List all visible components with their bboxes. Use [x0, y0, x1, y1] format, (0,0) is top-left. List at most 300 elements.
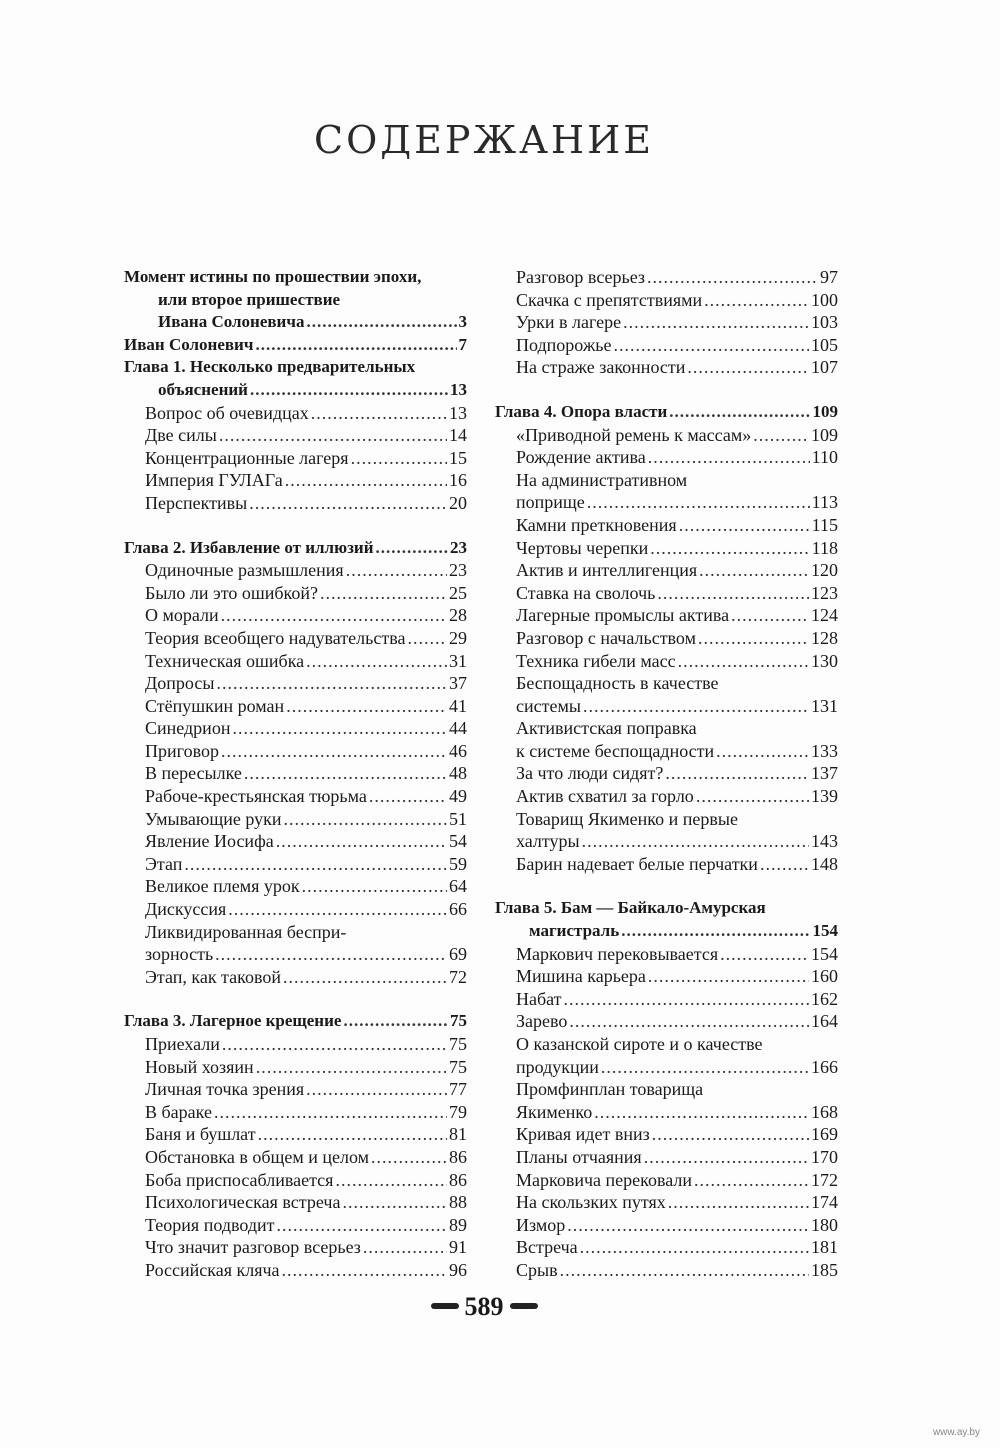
toc-section-entry[interactable] — [124, 469, 467, 492]
dot-leader — [306, 650, 447, 673]
toc-line — [124, 1259, 467, 1282]
toc-line — [495, 401, 838, 424]
toc-entry-text: Актив и интеллигенция — [516, 560, 698, 581]
toc-line — [495, 356, 838, 379]
toc-entry-text: На скользких путях — [516, 1192, 666, 1213]
toc-section-entry[interactable] — [124, 559, 467, 582]
toc-line — [124, 1191, 467, 1214]
toc-section-entry[interactable] — [495, 988, 838, 1011]
toc-line — [495, 1191, 838, 1214]
section-gap — [124, 515, 467, 537]
toc-entry-text: Было ли это ошибкой? — [145, 582, 318, 603]
toc-entry-text: Приговор — [145, 740, 219, 761]
toc-line — [495, 650, 838, 673]
toc-page-number: 31 — [449, 650, 467, 671]
toc-entry-text: Дискуссия — [145, 899, 227, 920]
toc-page-number: 75 — [449, 1056, 467, 1077]
toc-page-number: 7 — [458, 334, 467, 354]
dot-leader — [249, 492, 447, 515]
toc-entry-text: За что люди сидят? — [516, 763, 664, 784]
toc-chapter-entry[interactable] — [124, 1010, 467, 1033]
toc-section-entry[interactable] — [124, 762, 467, 785]
toc-line — [124, 943, 467, 966]
toc-line — [495, 469, 838, 492]
toc-page-number: 23 — [450, 537, 467, 557]
toc-section-entry[interactable] — [124, 672, 467, 695]
toc-entry-text: Этап, как таковой — [145, 966, 281, 987]
toc-entry-text: Что значит разговор всерьез — [145, 1237, 361, 1258]
dot-leader — [648, 446, 810, 469]
toc-section-entry[interactable] — [124, 830, 467, 853]
toc-page-number: 79 — [449, 1101, 467, 1122]
toc-line — [495, 1146, 838, 1169]
dot-leader — [228, 898, 447, 921]
toc-page-number: 29 — [449, 627, 467, 648]
dot-leader — [277, 1214, 448, 1237]
toc-line — [495, 943, 838, 966]
toc-entry-text: Зарево — [516, 1011, 568, 1032]
toc-page-number: 115 — [811, 514, 838, 535]
toc-line — [124, 898, 467, 921]
toc-section-entry[interactable] — [495, 943, 838, 966]
dot-leader — [216, 672, 447, 695]
toc-entry-text: зорность — [145, 944, 214, 965]
toc-entry-text: Встреча — [516, 1237, 578, 1258]
toc-section-entry[interactable] — [495, 1214, 838, 1237]
toc-section-entry[interactable] — [124, 1236, 467, 1259]
toc-section-entry[interactable] — [124, 785, 467, 808]
section-gap — [124, 988, 467, 1010]
toc-line — [495, 537, 838, 560]
toc-line — [124, 1169, 467, 1192]
toc-page-number: 100 — [811, 289, 838, 310]
toc-entry-text: Активистская поправка — [516, 718, 697, 739]
dot-leader — [716, 740, 809, 763]
toc-section-entry[interactable] — [495, 604, 838, 627]
section-gap — [495, 379, 838, 401]
toc-page-number: 185 — [811, 1259, 838, 1280]
toc-entry-text: В пересылке — [145, 763, 242, 784]
toc-line — [124, 447, 467, 470]
toc-line — [124, 717, 467, 740]
dot-leader — [623, 311, 809, 334]
toc-entry-text: О морали — [145, 605, 219, 626]
dot-leader — [679, 514, 810, 537]
toc-line — [124, 469, 467, 492]
toc-page-number: 46 — [449, 740, 467, 761]
toc-section-entry[interactable] — [124, 1123, 467, 1146]
toc-line — [495, 853, 838, 876]
toc-page-number: 49 — [449, 786, 467, 807]
toc-section-entry[interactable] — [495, 1259, 838, 1282]
dot-leader — [255, 334, 456, 357]
toc-line — [495, 1056, 838, 1079]
toc-entry-text: Актив схватил за горло — [516, 786, 694, 807]
toc-line — [495, 266, 838, 289]
dot-leader — [221, 740, 447, 763]
toc-line — [495, 1033, 838, 1056]
dot-leader — [564, 988, 809, 1011]
toc-line — [124, 830, 467, 853]
toc-section-entry[interactable] — [124, 875, 467, 898]
toc-section-entry[interactable] — [124, 966, 467, 989]
dot-leader — [582, 830, 809, 853]
toc-line — [495, 1010, 838, 1033]
section-gap — [495, 875, 838, 897]
toc-line — [124, 311, 467, 334]
toc-column-right — [495, 266, 838, 1282]
toc-entry-text: Новый хозяин — [145, 1056, 254, 1077]
toc-chapter-entry[interactable] — [495, 401, 838, 424]
dot-leader — [753, 424, 809, 447]
toc-section-entry[interactable] — [124, 424, 467, 447]
toc-line — [495, 785, 838, 808]
toc-section-entry[interactable] — [124, 740, 467, 763]
toc-page-number: 128 — [811, 627, 838, 648]
toc-chapter-entry[interactable] — [495, 897, 838, 942]
toc-entry-text: Набат — [516, 988, 562, 1009]
toc-section-entry[interactable] — [124, 402, 467, 425]
toc-line — [124, 672, 467, 695]
dot-leader — [669, 401, 810, 424]
dot-leader — [648, 965, 809, 988]
toc-line — [495, 1169, 838, 1192]
dot-leader — [583, 695, 809, 718]
toc-section-entry[interactable] — [495, 537, 838, 560]
toc-line — [124, 627, 467, 650]
toc-entry-text: Ставка на сволочь — [516, 582, 656, 603]
toc-section-entry[interactable] — [495, 1191, 838, 1214]
toc-line — [124, 966, 467, 989]
dot-leader — [342, 1191, 447, 1214]
toc-page-number: 88 — [449, 1192, 467, 1213]
toc-entry-text: продукции — [516, 1056, 599, 1077]
toc-entry-text: Теория подводит — [145, 1214, 275, 1235]
dot-leader — [694, 1169, 809, 1192]
toc-entry-text: поприще — [516, 492, 585, 513]
toc-line — [124, 650, 467, 673]
toc-section-entry[interactable] — [495, 582, 838, 605]
dot-leader — [343, 1010, 448, 1033]
toc-page-number: 89 — [449, 1214, 467, 1235]
dot-leader — [256, 1056, 447, 1079]
toc-section-entry[interactable] — [124, 1146, 467, 1169]
dot-leader — [306, 311, 456, 334]
toc-section-entry[interactable] — [495, 469, 838, 514]
toc-section-entry[interactable] — [124, 447, 467, 470]
dot-leader — [335, 1169, 447, 1192]
dot-leader — [244, 762, 447, 785]
toc-section-entry[interactable] — [495, 785, 838, 808]
toc-line — [124, 379, 467, 402]
toc-line — [124, 1236, 467, 1259]
toc-line — [495, 1236, 838, 1259]
toc-line — [124, 356, 467, 379]
toc-entry-text: Баня и бушлат — [145, 1124, 256, 1145]
dot-leader — [250, 379, 448, 402]
toc-page-number: 86 — [449, 1146, 467, 1167]
toc-section-entry[interactable] — [124, 582, 467, 605]
toc-section-entry[interactable] — [124, 695, 467, 718]
dot-leader — [665, 762, 809, 785]
toc-page-number: 59 — [449, 853, 467, 874]
toc-entry-text: Марковича перековали — [516, 1169, 692, 1190]
toc-line — [495, 491, 838, 514]
toc-column-left — [124, 266, 467, 1282]
dot-leader — [283, 966, 447, 989]
toc-section-entry[interactable] — [495, 334, 838, 357]
toc-line — [495, 514, 838, 537]
toc-section-entry[interactable] — [124, 1214, 467, 1237]
toc-entry-text: Рождение актива — [516, 447, 646, 468]
dot-leader — [699, 559, 809, 582]
toc-section-entry[interactable] — [495, 1146, 838, 1169]
toc-line — [124, 604, 467, 627]
toc-section-entry[interactable] — [495, 1236, 838, 1259]
toc-page-number: 154 — [811, 943, 838, 964]
toc-entry-text: Две силы — [145, 425, 217, 446]
toc-section-entry[interactable] — [495, 424, 838, 447]
dot-leader — [214, 1101, 447, 1124]
toc-page-number: 86 — [449, 1169, 467, 1190]
toc-page-number: 75 — [450, 1011, 467, 1031]
dot-leader — [276, 830, 447, 853]
toc-section-entry[interactable] — [495, 762, 838, 785]
dot-leader — [687, 356, 809, 379]
toc-entry-text: Урки в лагере — [516, 312, 622, 333]
toc-section-entry[interactable] — [495, 1010, 838, 1033]
toc-page-number: 180 — [811, 1214, 838, 1235]
toc-page-number: 143 — [811, 831, 838, 852]
toc-section-entry[interactable] — [124, 898, 467, 921]
toc-chapter-entry[interactable] — [124, 537, 467, 560]
toc-chapter-entry[interactable] — [124, 334, 467, 357]
watermark: www.ay.by — [932, 1427, 980, 1438]
toc-chapter-entry[interactable] — [124, 266, 467, 334]
toc-section-entry[interactable] — [124, 492, 467, 515]
toc-page-number: 20 — [449, 492, 467, 513]
toc-line — [124, 875, 467, 898]
toc-line — [124, 334, 467, 357]
toc-line — [124, 1010, 467, 1033]
dot-leader — [369, 785, 447, 808]
toc-entry-text: Иван Солоневич — [124, 334, 254, 354]
toc-entry-text: Измор — [516, 1214, 566, 1235]
toc-entry-text: Рабоче-крестьянская тюрьма — [145, 786, 367, 807]
toc-page-number: 124 — [811, 605, 838, 626]
toc-entry-text: Скачка с препятствиями — [516, 289, 703, 310]
dot-leader — [371, 1146, 447, 1169]
toc-line — [124, 695, 467, 718]
toc-line — [124, 559, 467, 582]
toc-line — [124, 921, 467, 944]
toc-section-entry[interactable] — [495, 1033, 838, 1078]
toc-entry-text: Разговор всерьез — [516, 267, 646, 287]
dot-leader — [376, 537, 448, 560]
toc-entry-text: Промфинплан товарища — [516, 1079, 704, 1100]
toc-page-number: 54 — [449, 831, 467, 852]
toc-line — [495, 446, 838, 469]
dot-leader — [320, 582, 447, 605]
toc-entry-text: Лагерные промыслы актива — [516, 605, 730, 626]
toc-section-entry[interactable] — [495, 1078, 838, 1123]
toc-section-entry[interactable] — [495, 808, 838, 853]
toc-section-entry[interactable] — [124, 1259, 467, 1282]
toc-section-entry[interactable] — [124, 1033, 467, 1056]
toc-page-number: 25 — [449, 582, 467, 603]
toc-entry-text: Техническая ошибка — [145, 650, 305, 671]
toc-section-entry[interactable] — [124, 604, 467, 627]
dot-leader — [282, 1259, 447, 1282]
dot-leader — [219, 424, 447, 447]
toc-section-entry[interactable] — [124, 853, 467, 876]
toc-page-number: 44 — [449, 718, 467, 739]
toc-page-number: 160 — [811, 966, 838, 987]
toc-entry-text: Великое племя урок — [145, 876, 300, 897]
dot-leader — [285, 469, 447, 492]
dot-leader — [311, 402, 447, 425]
toc-entry-text: Российская кляча — [145, 1259, 280, 1280]
toc-section-entry[interactable] — [495, 446, 838, 469]
dot-leader — [668, 1191, 809, 1214]
toc-entry-text: халтуры — [516, 831, 580, 852]
toc-entry-text: Чертовы черепки — [516, 537, 649, 558]
toc-line — [124, 402, 467, 425]
toc-section-entry[interactable] — [495, 514, 838, 537]
toc-page-number: 97 — [820, 267, 838, 287]
toc-entry-text: Барин надевает белые перчатки — [516, 853, 758, 874]
toc-chapter-entry[interactable] — [124, 356, 467, 401]
toc-section-entry[interactable] — [495, 559, 838, 582]
toc-line — [495, 808, 838, 831]
toc-section-entry[interactable] — [495, 672, 838, 717]
toc-line — [124, 266, 467, 289]
dot-leader — [221, 604, 447, 627]
toc-section-entry[interactable] — [124, 650, 467, 673]
toc-page-number: 162 — [811, 988, 838, 1009]
toc-line — [495, 965, 838, 988]
toc-line — [124, 1214, 467, 1237]
dot-leader — [560, 1259, 809, 1282]
toc-section-entry[interactable] — [495, 289, 838, 312]
dot-leader — [678, 650, 809, 673]
toc-entry-text: На страже законности — [516, 357, 686, 378]
dot-leader — [351, 447, 447, 470]
dot-leader — [306, 1078, 447, 1101]
toc-section-entry[interactable] — [124, 921, 467, 966]
toc-page-number: 51 — [449, 808, 467, 829]
toc-section-entry[interactable] — [495, 717, 838, 762]
toc-page-number: 148 — [811, 853, 838, 874]
toc-page-number: 131 — [811, 695, 838, 716]
toc-entry-text: Глава 4. Опора власти — [495, 401, 668, 421]
toc-section-entry[interactable] — [495, 266, 838, 289]
toc-page-number: 75 — [449, 1034, 467, 1054]
toc-entry-text: Разговор с начальством — [516, 627, 696, 648]
left-ornament-icon — [431, 1303, 459, 1309]
toc-entry-text: магистраль — [529, 921, 620, 941]
toc-entry-text: Умывающие руки — [145, 808, 282, 829]
toc-entry-text: Глава 3. Лагерное крещение — [124, 1011, 342, 1031]
page-title: СОДЕРЖАНИЕ — [314, 118, 654, 162]
toc-line — [495, 604, 838, 627]
toc-page-number: 174 — [811, 1192, 838, 1213]
toc-section-entry[interactable] — [124, 1056, 467, 1079]
dot-leader — [222, 1033, 447, 1056]
toc-page-number: 154 — [812, 921, 838, 941]
toc-section-entry[interactable] — [495, 965, 838, 988]
toc-section-entry[interactable] — [124, 1169, 467, 1192]
dot-leader — [232, 717, 447, 740]
toc-entry-text: или второе пришествие — [158, 289, 341, 309]
toc-section-entry[interactable] — [124, 1101, 467, 1124]
toc-line — [124, 424, 467, 447]
toc-entry-text: Империя ГУЛАГа — [145, 470, 283, 491]
toc-line — [495, 1101, 838, 1124]
toc-line — [495, 582, 838, 605]
toc-entry-text: Маркович перековывается — [516, 943, 719, 964]
toc-line — [124, 1101, 467, 1124]
toc-entry-text: Беспощадность в качестве — [516, 673, 719, 694]
toc-page-number: 14 — [449, 425, 467, 446]
toc-line — [495, 897, 838, 920]
dot-leader — [346, 559, 447, 582]
toc-line — [495, 762, 838, 785]
toc-section-entry[interactable] — [495, 627, 838, 650]
dot-leader — [286, 695, 447, 718]
dot-leader — [567, 1214, 809, 1237]
dot-leader — [760, 853, 809, 876]
toc-section-entry[interactable] — [495, 356, 838, 379]
toc-entry-text: Концентрационные лагеря — [145, 447, 349, 468]
toc-entry-text: Мишина карьера — [516, 966, 646, 987]
toc-line — [495, 1123, 838, 1146]
toc-section-entry[interactable] — [495, 1169, 838, 1192]
toc-section-entry[interactable] — [124, 627, 467, 650]
toc-page-number: 16 — [449, 470, 467, 491]
toc-section-entry[interactable] — [124, 1191, 467, 1214]
toc-entry-text: Глава 5. Бам — Байкало-Амурская — [495, 898, 766, 918]
dot-leader — [587, 491, 810, 514]
toc-entry-text: Боба приспосабливается — [145, 1169, 334, 1190]
toc-section-entry[interactable] — [495, 650, 838, 673]
dot-leader — [613, 334, 809, 357]
toc-section-entry[interactable] — [124, 808, 467, 831]
toc-entry-text: Ликвидированная беспри- — [145, 921, 347, 942]
toc-entry-text: О казанской сироте и о качестве — [516, 1034, 763, 1054]
toc-page-number: 41 — [449, 695, 467, 716]
toc-page-number: 166 — [811, 1056, 838, 1077]
toc-entry-text: Планы отчаяния — [516, 1146, 642, 1167]
toc-page-number: 113 — [811, 492, 838, 513]
toc-entry-text: Ивана Солоневича — [158, 312, 305, 332]
toc-entry-text: Глава 1. Несколько предварительных — [124, 357, 416, 377]
toc-section-entry[interactable] — [495, 311, 838, 334]
dot-leader — [621, 920, 810, 943]
toc-section-entry[interactable] — [495, 853, 838, 876]
toc-line — [124, 289, 467, 312]
toc-line — [495, 424, 838, 447]
toc-page-number: 72 — [449, 966, 467, 987]
toc-section-entry[interactable] — [124, 1078, 467, 1101]
toc-section-entry[interactable] — [495, 1123, 838, 1146]
toc-section-entry[interactable] — [124, 717, 467, 740]
toc-page-number: 28 — [449, 605, 467, 626]
toc-line — [495, 672, 838, 695]
toc-page-number: 139 — [811, 786, 838, 807]
dot-leader — [652, 1123, 809, 1146]
page-footer — [0, 1292, 968, 1322]
